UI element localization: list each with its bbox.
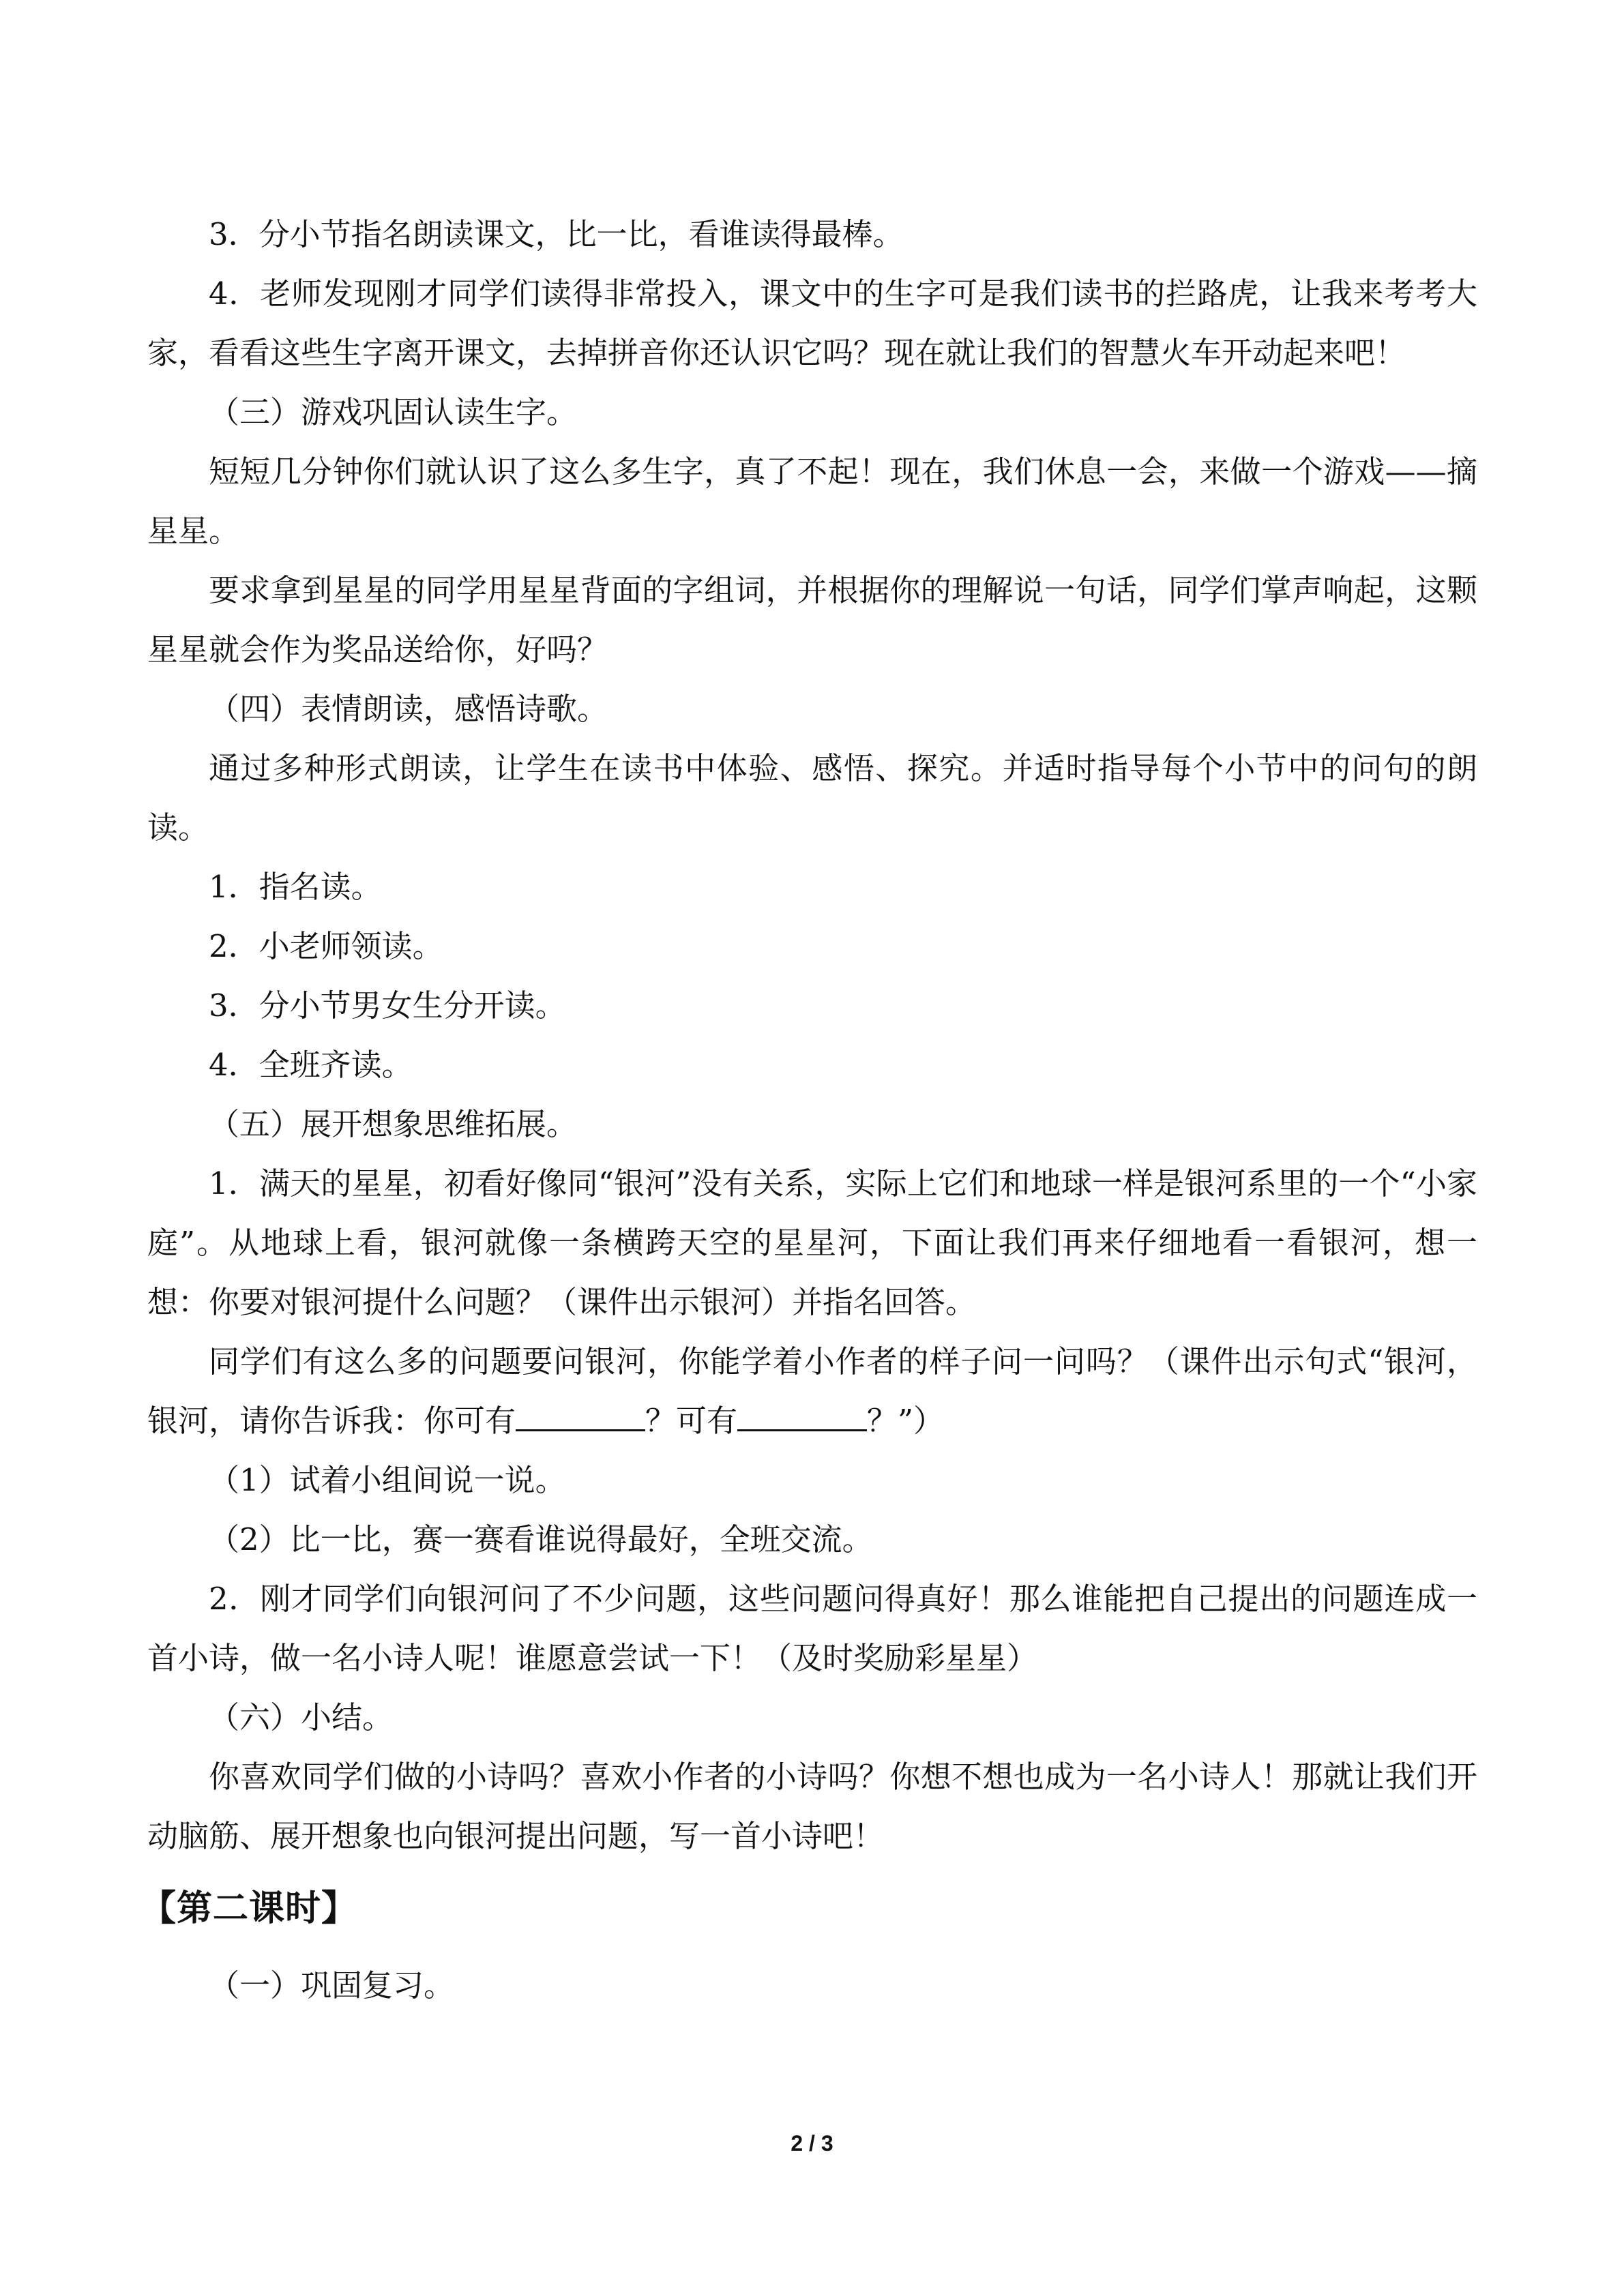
- list-item: 1．指名读。: [209, 869, 382, 905]
- paragraph: 要求拿到星星的同学用星星背面的字组词，并根据你的理解说一句话，同学们掌声响起，这颗星星就会作为奖品送给你，好吗？: [147, 572, 1477, 668]
- answer-blank: [516, 1401, 645, 1431]
- blank-paragraph-text: ？”）: [867, 1403, 945, 1439]
- section-subheading: （四）表情朗读，感悟诗歌。: [209, 691, 608, 727]
- section-heading: 【第二课时】: [141, 1888, 358, 1929]
- paragraph: 通过多种形式朗读，让学生在读书中体验、感悟、探究。并适时指导每个小节中的问句的朗读。: [147, 750, 1477, 846]
- paragraph: 3．分小节指名朗读课文，比一比，看谁读得最棒。: [209, 216, 904, 252]
- section-subheading: （一）巩固复习。: [209, 1967, 455, 2003]
- list-item: 2．小老师领读。: [209, 928, 443, 964]
- fill-in-blank-paragraph: [147, 1332, 1477, 1450]
- section-subheading: （三）游戏巩固认读生字。: [209, 394, 578, 430]
- page-number: 2 / 3: [791, 2131, 833, 2156]
- list-item: 4．全班齐读。: [209, 1047, 413, 1083]
- paragraph: 4．老师发现刚才同学们读得非常投入，课文中的生字可是我们读书的拦路虎，让我来考考大家，看看这些生字离开课文，去掉拼音你还认识它吗？现在就让我们的智慧火车开动起来吧！: [147, 275, 1477, 371]
- paragraph: 短短几分钟你们就认识了这么多生字，真了不起！现在，我们休息一会，来做一个游戏——摘星星。: [147, 453, 1477, 549]
- answer-blank: [737, 1401, 867, 1431]
- blank-paragraph-text: ？可有: [645, 1403, 738, 1439]
- blank-paragraph-text: 同学们有这么多的问题要问银河，你能学着小作者的样子问一问吗？（课件出示句式“银河，银河，请你告诉我：你可有: [147, 1343, 1477, 1439]
- list-item: 3．分小节男女生分开读。: [209, 987, 566, 1024]
- section-subheading: （五）展开想象思维拓展。: [209, 1106, 578, 1142]
- paragraph: 1．满天的星星，初看好像同“银河”没有关系，实际上它们和地球一样是银河系里的一个“小家庭”。从地球上看，银河就像一条横跨天空的星星河，下面让我们再来仔细地看一看银河，想一想：你要对银河提什么问题？（课件出示银河）并指名回答。: [147, 1165, 1477, 1320]
- list-item: （1）试着小组间说一说。: [209, 1462, 566, 1498]
- section-subheading: （六）小结。: [209, 1699, 394, 1735]
- list-item: （2）比一比，赛一赛看谁说得最好，全班交流。: [209, 1521, 873, 1557]
- paragraph: 2．刚才同学们向银河问了不少问题，这些问题问得真好！那么谁能把自己提出的问题连成一首小诗，做一名小诗人呢！谁愿意尝试一下！（及时奖励彩星星）: [147, 1581, 1477, 1676]
- paragraph: 你喜欢同学们做的小诗吗？喜欢小作者的小诗吗？你想不想也成为一名小诗人！那就让我们开动脑筋、展开想象也向银河提出问题，写一首小诗吧！: [147, 1759, 1477, 1854]
- document-body: [141, 205, 1477, 2015]
